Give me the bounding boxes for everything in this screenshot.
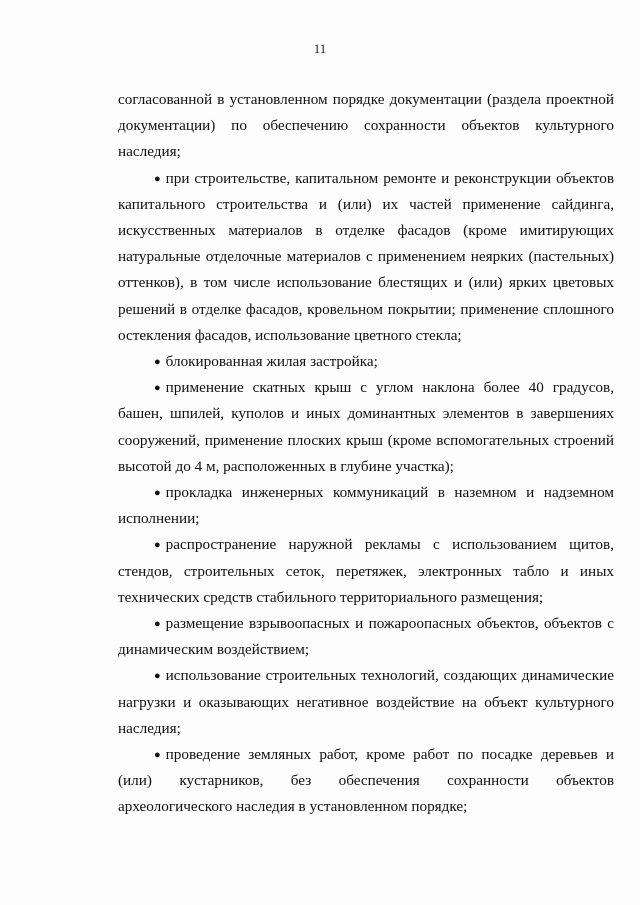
list-item [118,375,614,480]
list-item [118,532,614,611]
paragraph [118,87,614,166]
list-item-text: проведение земляных работ, кроме работ по посадке деревьев и (или) кустарников, без обеспечения сохранности объектов археологического наследия в установленном порядке; [118,746,614,816]
bullet-icon: ● [154,487,161,500]
bullet-icon: ● [154,749,161,762]
bullet-icon: ● [154,382,161,395]
list-item [118,166,614,349]
document-body [118,87,614,821]
list-item-text: размещение взрывоопасных и пожароопасных объектов, объектов с динамическим воздействием; [118,615,614,659]
bullet-icon: ● [154,356,161,369]
list-item [118,349,614,375]
list-item-text: прокладка инженерных коммуникаций в наземном и надземном исполнении; [118,484,614,528]
bullet-icon: ● [154,618,161,631]
list-item-text: распространение наружной рекламы с использованием щитов, стендов, строительных сеток, перетяжек, электронных табло и иных технических средств стабильного территориального размещения; [118,536,614,606]
page-number: 11 [313,41,327,56]
bullet-icon: ● [154,539,161,552]
list-item-text: применение скатных крыш с углом наклона более 40 градусов, башен, шпилей, куполов и иных доминантных элементов в завершениях сооружений, применение плоских крыш (кроме вспомогательных строений высотой до 4 м, расположенных в глубине участка); [118,379,614,475]
bullet-icon: ● [154,670,161,683]
list-item [118,480,614,532]
list-item [118,663,614,742]
paragraph-text: согласованной в установленном порядке документации (раздела проектной документации) по обеспечению сохранности объектов культурного наследия; [118,91,614,161]
list-item-text: блокированная жилая застройка; [165,353,378,371]
list-item-text: использование строительных технологий, создающих динамические нагрузки и оказывающих негативное воздействие на объект культурного наследия; [118,667,614,737]
list-item-text: при строительстве, капитальном ремонте и реконструкции объектов капитального строительства и (или) их частей применение сайдинга, искусственных материалов в отделке фасадов (кроме имитирующих натуральные отделочные материалов с применением неярких (пастельных) оттенков), в том числе использование блестящих и (или) ярких цветовых решений в отделке фасадов, кровельном покрытии; применение сплошного остекления фасадов, использование цветного стекла; [118,169,614,344]
list-item [118,611,614,663]
list-item [118,742,614,821]
bullet-icon: ● [154,172,161,185]
